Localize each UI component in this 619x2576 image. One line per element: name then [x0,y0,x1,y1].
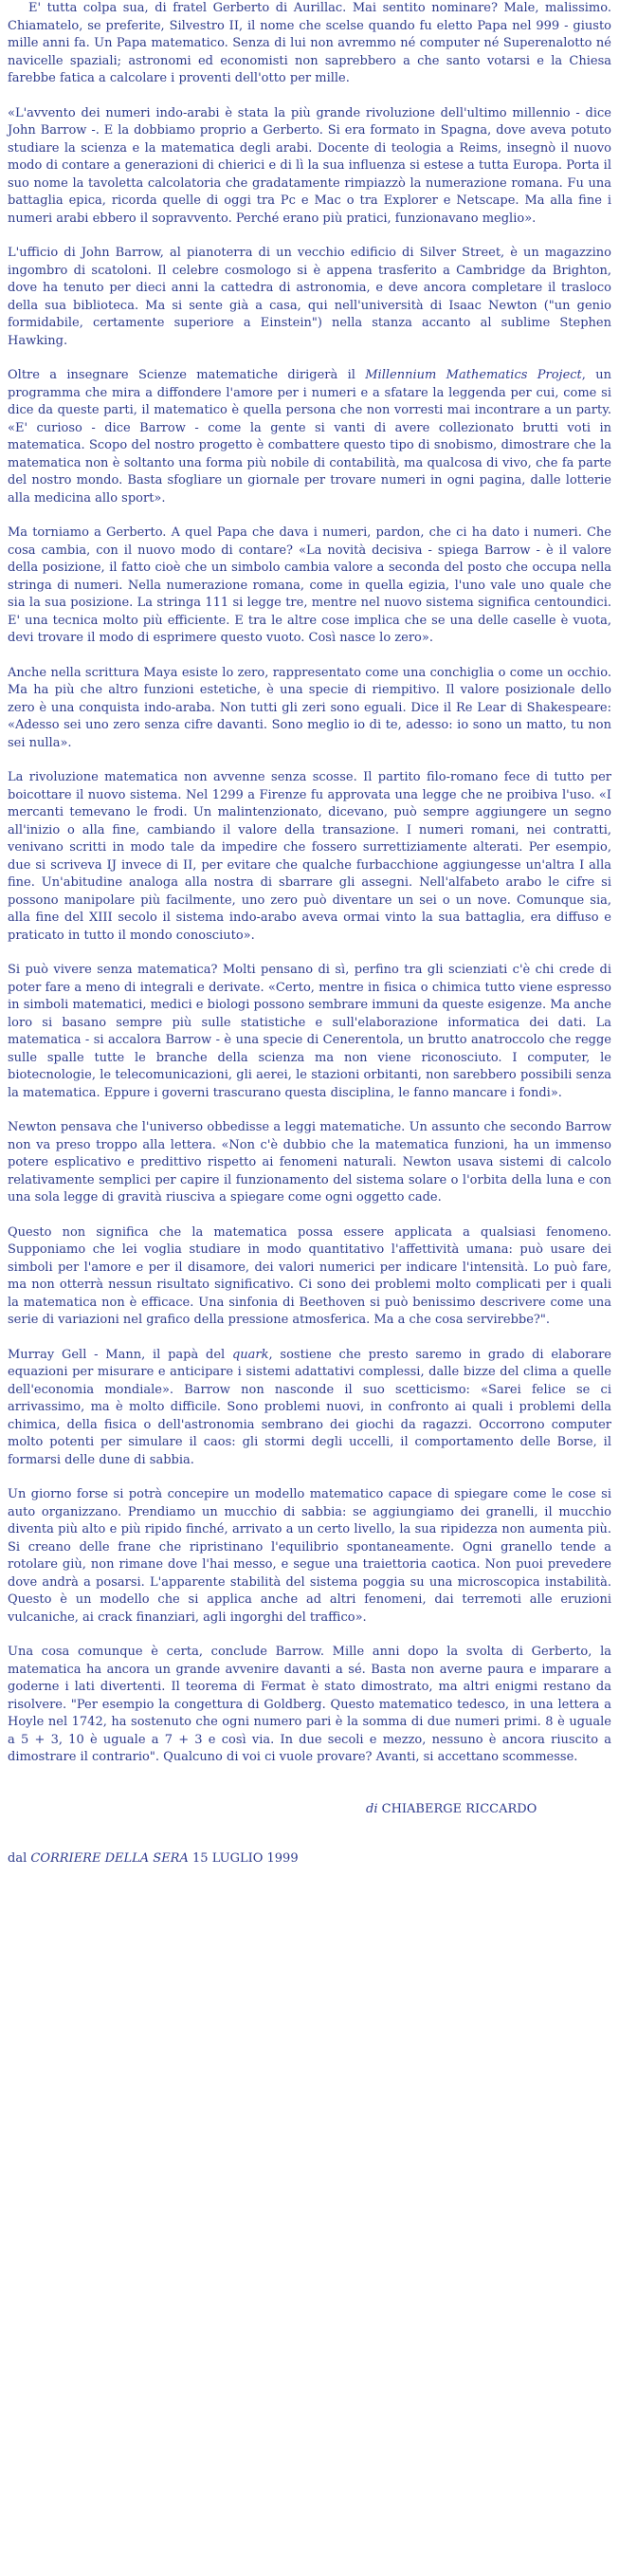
paragraph-text: , sostiene che presto saremo in grado di elaborare equazioni per misurare e anticipare i sistemi adattativi complessi, dalle bizze del clima a quelle dell'economia mondiale». Barrow non nasconde il suo scetticismo: «Sarei felice se ci arrivassimo, ma è molto difficile. Sono problemi nuovi, in confronto ai quali i problemi della chimica, della fisica o dell'astronomia sembrano dei giochi da ragazzi. Occorrono computer molto potenti per simulare il caos: gli stormi degli uccelli, il comportamento delle Borse, il formarsi delle dune di sabbia. [8,1347,611,1467]
byline [8,1801,611,1819]
italic-title-text: quark [231,1347,269,1362]
article-paragraph [8,524,611,648]
source-prefix: dal [8,1851,27,1866]
article-body [8,0,611,1767]
paragraph-text: Anche nella scrittura Maya esiste lo zero, rappresentato come una conchiglia o come un occhio. Ma ha più che altro funzioni estetiche, è una specie di riempitivo. Il valore posizionale dello zero è una conquista indo-araba. Non tutti gli zeri sono eguali. Dice il Re Lear di Shakespeare: «Adesso sei uno zero senza cifre davanti. Sono meglio io di te, adesso: io sono un matto, tu non sei nulla». [8,665,611,750]
article [8,0,611,1886]
source-line [8,1850,611,1868]
article-paragraph [8,367,611,507]
paragraph-text: Murray Gell - Mann, il papà del [8,1347,232,1362]
byline-author: CHIABERGE RICCARDO [381,1801,537,1816]
article-paragraph [8,769,611,945]
article-paragraph [8,1347,611,1470]
paragraph-text: , un programma che mira a diffondere l'amore per i numeri e a sfatare la leggenda per cui, come si dice da queste parti, il matematico è quella persona che non vorresti mai incontrare a un party. «E' curioso - dice Barrow - come la gente si vanti di avere collezionato brutti voti in matematica. Scopo del nostro progetto è combattere questo tipo di snobismo, dimostrare che la matematica non è soltanto una forma più nobile di contabilità, ma qualcosa di vivo, che fa parte del nostro mondo. Basta sfogliare un giornale per trovare numeri in ogni pagina, dalle lotterie alla medicina allo sport». [8,368,611,506]
italic-title-text: Millennium Mathematics Project [365,368,582,382]
source-newspaper: CORRIERE DELLA SERA [30,1851,189,1866]
article-paragraph [8,1119,611,1207]
paragraph-text: Una cosa comunque è certa, conclude Barrow. Mille anni dopo la svolta di Gerberto, la matematica ha ancora un grande avvenire davanti a sé. Basta non averne paura e imparare a goderne i lati divertenti. Il teorema di Fermat è stato dimostrato, ma altri enigmi restano da risolvere. "Per esempio la congettura di Goldberg. Questo matematico tedesco, in una lettera a Hoyle nel 1742, ha sostenuto che ogni numero pari è la somma di due numeri primi. 8 è uguale a 5 + 3, 10 è uguale a 7 + 3 e così via. In due secoli e mezzo, nessuno è ancora riuscito a dimostrare il contrario". Qualcuno di voi ci vuole provare? Avanti, si accettano scommesse. [8,1645,611,1764]
article-paragraph [8,105,611,229]
article-paragraph [8,962,611,1102]
paragraph-text: «L'avvento dei numeri indo-arabi è stata la più grande rivoluzione dell'ultimo millennio - dice John Barrow -. E la dobbiamo proprio a Gerberto. Si era formato in Spagna, dove aveva potuto studiare la scienza e la matematica degli arabi. Docente di teologia a Reims, insegnò il nuovo modo di contare a generazioni di chierici e di lì la sua influenza si estese a tutta Europa. Porta il suo nome la tavoletta calcolatoria che gradatamente rimpiazzò la numerazione romana. Fu una battaglia epica, ricorda quelle di oggi tra Pc e Mac o tra Explorer e Netscape. Ma alla fine i numeri arabi ebbero il sopravvento. Perché erano più pratici, funzionavano meglio». [8,105,611,226]
paragraph-text: Ma torniamo a Gerberto. A quel Papa che dava i numeri, pardon, che ci ha dato i numeri. Che cosa cambia, con il nuovo modo di contare? «La novità decisiva - spiega Barrow - è il valore della posizione, il fatto cioè che un simbolo cambia valore a seconda del posto che occupa nella stringa di numeri. Nella numerazione romana, come in quella egizia, l'uno vale uno quale che sia la sua posizione. La stringa 111 si legge tre, mentre nel nuovo sistema significa centoundici. E' una tecnica molto più efficiente. E tra le altre cose implica che se una delle caselle è vuota, devi trovare il modo di esprimere questo vuoto. Così nasce lo zero». [8,525,611,645]
article-paragraph [8,1644,611,1767]
paragraph-text: Si può vivere senza matematica? Molti pensano di sì, perfino tra gli scienziati c'è chi crede di poter fare a meno di integrali e derivate. «Certo, mentre in fisica o chimica tutto viene espresso in simboli matematici, medici e biologi possono sembrare immuni da queste esigenze. Ma anche loro si basano sempre più sulle statistiche e sull'elaborazione informatica dei dati. La matematica - si accalora Barrow - è una specie di Cenerentola, un brutto anatroccolo che regge sulle spalle tutte le branche della scienza ma non viene riconosciuto. I computer, le biotecnologie, le telecomunicazioni, gli aerei, le stazioni orbitanti, non sarebbero possibili senza la matematica. Eppure i governi trascurano questa disciplina, le fanno mancare i fondi». [8,963,611,1100]
paragraph-text: L'ufficio di John Barrow, al pianoterra di un vecchio edificio di Silver Street, è un magazzino ingombro di scatoloni. Il celebre cosmologo si è appena trasferito a Cambridge da Brighton, dove ha tenuto per dieci anni la cattedra di astronomia, e deve ancora completare il trasloco della sua biblioteca. Ma si sente già a casa, qui nell'università di Isaac Newton ("un genio formidabile, certamente superiore a Einstein") nella stanza accanto al sublime Stephen Hawking. [8,246,611,348]
article-paragraph [8,1486,611,1627]
paragraph-text: Un giorno forse si potrà concepire un modello matematico capace di spiegare come le cose si auto organizzano. Prendiamo un mucchio di sabbia: se aggiungiamo dei granelli, il mucchio diventa più alto e più ripido finché, arrivato a un certo livello, la sua ripidezza non aumenta più. Si creano delle frane che ripristinano l'equilibrio spontaneamente. Ogni granello tende a rotolare giù, non rimane dove l'hai messo, e segue una traiettoria caotica. Non puoi prevedere dove andrà a posarsi. L'apparente stabilità del sistema poggia su una microscopica instabilità. Questo è un modello che si applica anche ad altri fenomeni, dai terremoti alle eruzioni vulcaniche, ai crack finanziari, agli ingorghi del traffico». [8,1487,611,1625]
paragraph-text: La rivoluzione matematica non avvenne senza scosse. Il partito filo-romano fece di tutto per boicottare il nuovo sistema. Nel 1299 a Firenze fu approvata una legge che ne proibiva l'uso. «I mercanti temevano le frodi. Un malintenzionato, dicevano, può sempre aggiungere un segno all'inizio o alla fine, cambiando il valore della transazione. I numeri romani, nei contratti, venivano scritti in modo tale da impedire che fossero surrettiziamente alterati. Per esempio, due si scriveva IJ invece di II, per evitare che qualche furbacchione aggiungesse un'altra I alla fine. Un'abitudine analoga alla nostra di sbarrare gli assegni. Nell'alfabeto arabo le cifre si possono manipolare più facilmente, uno zero può diventare un sei o un nove. Comunque sia, alla fine del XIII secolo il sistema indo-arabo aveva ormai vinto la sua battaglia, era diffuso e praticato in tutto il mondo conosciuto». [8,770,611,943]
paragraph-text: Newton pensava che l'universo obbedisse a leggi matematiche. Un assunto che secondo Barrow non va preso troppo alla lettera. «Non c'è dubbio che la matematica funzioni, ha un immenso potere esplicativo e predittivo rispetto ai fenomeni naturali. Newton usava sistemi di calcolo relativamente semplici per capire il funzionamento del sistema solare o l'orbita della luna e con una sola legge di gravità riusciva a spiegare come ogni oggetto cade. [8,1120,611,1205]
article-paragraph [8,1224,611,1330]
article-paragraph [8,245,611,350]
byline-prefix: di [366,1801,378,1816]
paragraph-text: E' tutta colpa sua, di fratel Gerberto di Aurillac. Mai sentito nominare? Male, malissimo. Chiamatelo, se preferite, Silvestro II, il nome che scelse quando fu eletto Papa nel 999 - giusto mille anni fa. Un Papa matematico. Senza di lui non avremmo né computer né Superenalotto né navicelle spaziali; astronomi ed economisti non saprebbero a che santo votarsi e la Chiesa farebbe fatica a calcolare i proventi dell'otto per mille. [8,1,611,85]
source-date: 15 LUGLIO 1999 [192,1851,299,1866]
paragraph-text: Oltre a insegnare Scienze matematiche dirigerà il [8,368,366,382]
article-paragraph [8,665,611,753]
article-paragraph [8,0,611,88]
paragraph-text: Questo non significa che la matematica possa essere applicata a qualsiasi fenomeno. Supponiamo che lei voglia studiare in modo quantitativo l'affettività umana: può usare dei simboli per l'amore e per il disamore, dei valori numerici per indicare l'intensità. Lo può fare, ma non otterrà nessun risultato significativo. Ci sono dei problemi molto complicati per i quali la matematica non è efficace. Una sinfonia di Beethoven si può benissimo descrivere come una serie di variazioni nel grafico della pressione atmosferica. Ma a che cosa servirebbe?". [8,1224,611,1327]
